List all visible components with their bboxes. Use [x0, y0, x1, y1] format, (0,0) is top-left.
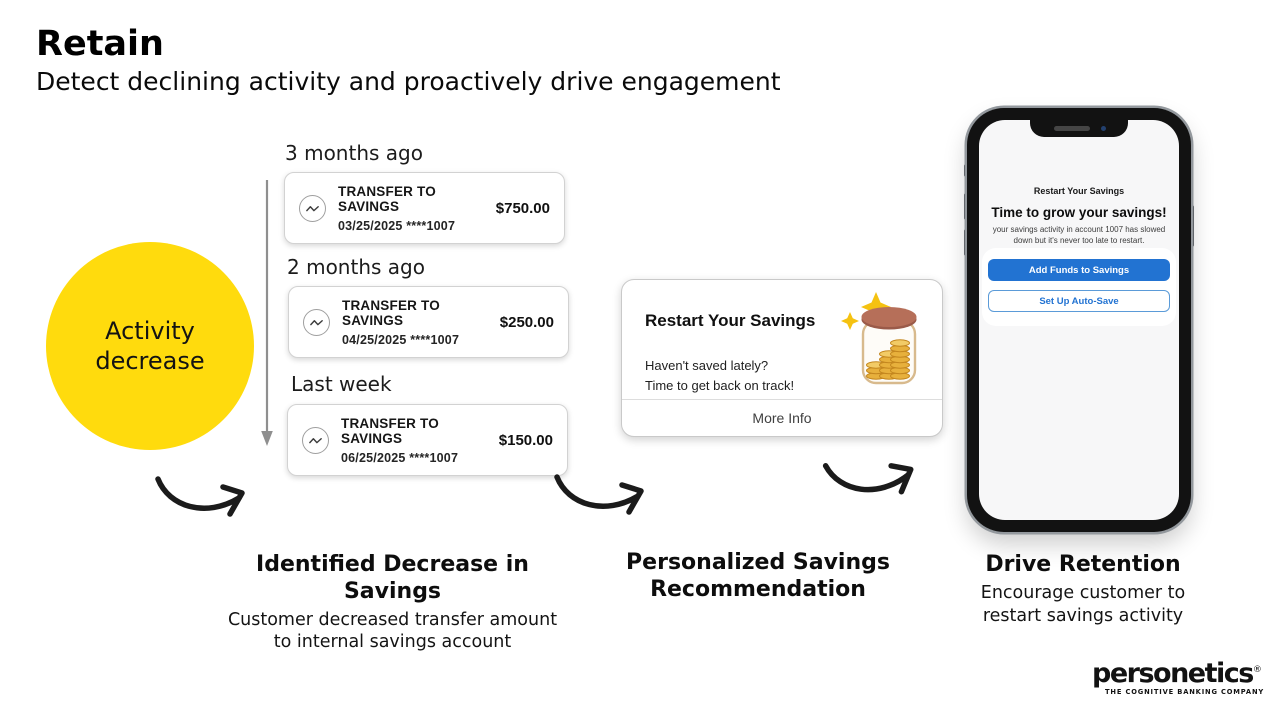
flow-arrow-icon	[815, 440, 934, 515]
logo-tagline: THE COGNITIVE BANKING COMPANY	[1105, 688, 1265, 696]
phone-button-panel	[982, 248, 1176, 326]
caption-sub-line2: restart savings activity	[982, 605, 1184, 626]
caption-sub-line1: Customer decreased transfer amount	[227, 609, 558, 630]
page-subtitle: Detect declining activity and proactively drive engagement	[36, 67, 781, 96]
transaction-row[interactable]	[288, 286, 569, 358]
caption-title-line1: Personalized Savings	[626, 550, 890, 575]
phone-mockup	[967, 108, 1191, 532]
savings-jar-illustration	[836, 290, 928, 397]
time-label-3-months: 3 months ago	[285, 141, 423, 165]
flow-arrow-icon	[152, 466, 257, 528]
transaction-details: 06/25/2025 ****1007	[341, 450, 459, 465]
setup-autosave-button[interactable]: Set Up Auto-Save	[988, 290, 1170, 312]
caption-sub-line2: to internal savings account	[273, 632, 512, 653]
recommendation-body-line1: Haven't saved lately?	[645, 358, 769, 373]
phone-notch	[1030, 120, 1128, 137]
more-info-button[interactable]: More Info	[622, 399, 942, 436]
recommendation-body-line2: Time to get back on track!	[645, 377, 795, 393]
phone-body-text: your savings activity in account 1007 has slowed down but it's never too late to restart.	[992, 225, 1166, 246]
activity-decrease-bubble	[46, 242, 254, 450]
caption-title-line2: Recommendation	[650, 576, 866, 602]
activity-wave-icon	[303, 309, 330, 336]
transaction-details: 04/25/2025 ****1007	[342, 332, 460, 347]
transaction-details: 03/25/2025 ****1007	[338, 218, 456, 233]
caption-title: Identified Decrease in Savings	[256, 552, 529, 604]
add-funds-button[interactable]: Add Funds to Savings	[988, 259, 1170, 281]
phone-speaker	[1054, 126, 1090, 131]
page-title: Retain	[36, 24, 164, 64]
caption-personalized-recommendation	[605, 550, 911, 604]
phone-headline: Time to grow your savings!	[991, 205, 1167, 220]
phone-screen-header: Restart Your Savings	[1033, 186, 1125, 196]
caption-identified-decrease	[205, 552, 580, 654]
transaction-row[interactable]	[284, 172, 565, 244]
activity-wave-icon	[299, 195, 326, 222]
transaction-title: TRANSFER TO SAVINGS	[338, 183, 436, 214]
transaction-title: TRANSFER TO SAVINGS	[341, 415, 439, 446]
time-label-2-months: 2 months ago	[287, 255, 425, 279]
logo-wordmark: personetics	[1092, 658, 1253, 689]
transaction-amount: $250.00	[499, 313, 554, 331]
activity-wave-icon	[302, 427, 329, 454]
caption-title: Drive Retention	[985, 552, 1181, 577]
recommendation-title: Restart Your Savings	[645, 311, 816, 330]
personetics-logo	[1092, 658, 1265, 696]
flow-arrow-icon	[551, 464, 656, 526]
phone-screen	[979, 120, 1179, 520]
activity-decrease-label-line2: decrease	[95, 347, 205, 375]
caption-drive-retention	[950, 552, 1216, 627]
registered-mark: ®	[1252, 665, 1262, 675]
decline-arrow-icon	[258, 178, 276, 452]
transaction-amount: $750.00	[495, 199, 550, 217]
phone-camera-icon	[1101, 126, 1106, 131]
transaction-row[interactable]	[287, 404, 568, 476]
caption-sub-line1: Encourage customer to	[980, 582, 1186, 603]
activity-decrease-label-line1: Activity	[105, 317, 195, 345]
recommendation-card	[621, 279, 943, 437]
transaction-amount: $150.00	[498, 431, 553, 449]
transaction-title: TRANSFER TO SAVINGS	[342, 297, 440, 328]
time-label-last-week: Last week	[291, 372, 392, 396]
